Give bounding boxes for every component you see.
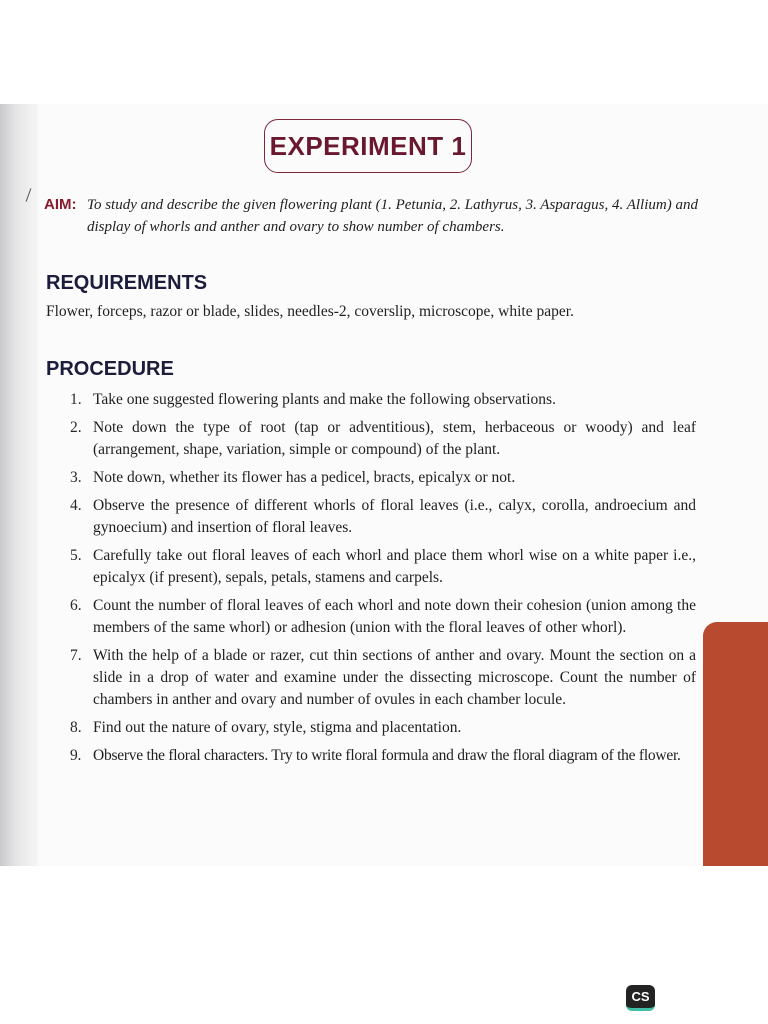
step-number: 3. xyxy=(70,469,82,486)
step-number: 5. xyxy=(70,547,82,564)
procedure-step xyxy=(64,389,696,411)
side-tab-marker xyxy=(703,622,768,866)
step-text: Take one suggested flowering plants and make the following observations. xyxy=(93,391,556,408)
procedure-step xyxy=(64,495,696,539)
procedure-step xyxy=(64,417,696,461)
logo-text: CS xyxy=(631,989,650,1004)
step-text: Note down the type of root (tap or adventitious), stem, herbaceous or woody) and leaf (arrangement, shape, variation, simple or compound) of the plant. xyxy=(93,419,696,458)
step-text: With the help of a blade or razer, cut thin sections of anther and ovary. Mount the section on a slide in a drop of water and examine under the dissecting microscope. Count the number of chambers in anther and ovary and number of ovules in each chamber locule. xyxy=(93,647,696,708)
step-text: Note down, whether its flower has a pedicel, bracts, epicalyx or not. xyxy=(93,469,516,486)
experiment-title-box xyxy=(264,119,472,173)
camscanner-logo-icon xyxy=(626,985,655,1011)
step-number: 1. xyxy=(70,391,82,408)
procedure-step xyxy=(64,545,696,589)
experiment-title: EXPERIMENT 1 xyxy=(269,130,467,161)
step-number: 2. xyxy=(70,419,82,436)
aim-label: AIM: xyxy=(44,196,77,213)
step-text: Count the number of floral leaves of each whorl and note down their cohesion (union among the members of the same whorl) or adhesion (union with the floral leaves of other whorl). xyxy=(93,597,696,636)
procedure-heading: PROCEDURE xyxy=(46,358,174,380)
step-number: 9. xyxy=(70,747,82,764)
step-number: 8. xyxy=(70,719,82,736)
step-number: 7. xyxy=(70,647,82,664)
procedure-step xyxy=(64,467,696,489)
step-text: Carefully take out floral leaves of each whorl and place them whorl wise on a white paper i.e., epicalyx (if present), sepals, petals, stamens and carpels. xyxy=(93,547,696,586)
aim-text: To study and describe the given flowering plant (1. Petunia, 2. Lathyrus, 3. Asparagus, 4. Allium) and display of whorls and anther and ovary to show number of chambers. xyxy=(87,197,698,235)
step-number: 4. xyxy=(70,497,82,514)
procedure-step xyxy=(64,717,696,739)
procedure-step xyxy=(64,645,696,711)
procedure-list xyxy=(64,389,696,767)
procedure-step xyxy=(64,595,696,639)
procedure-step xyxy=(64,745,696,767)
step-text: Observe the presence of different whorls of floral leaves (i.e., calyx, corolla, androecium and gynoecium) and insertion of floral leaves. xyxy=(93,497,696,536)
step-text: Observe the floral characters. Try to write floral formula and draw the floral diagram of the flower. xyxy=(93,747,681,764)
step-number: 6. xyxy=(70,597,82,614)
requirements-text: Flower, forceps, razor or blade, slides, needles-2, coverslip, microscope, white paper. xyxy=(46,303,574,320)
page-binding-shadow xyxy=(0,104,38,866)
step-text: Find out the nature of ovary, style, stigma and placentation. xyxy=(93,719,462,736)
aim-section xyxy=(44,194,704,238)
requirements-heading: REQUIREMENTS xyxy=(46,272,208,294)
